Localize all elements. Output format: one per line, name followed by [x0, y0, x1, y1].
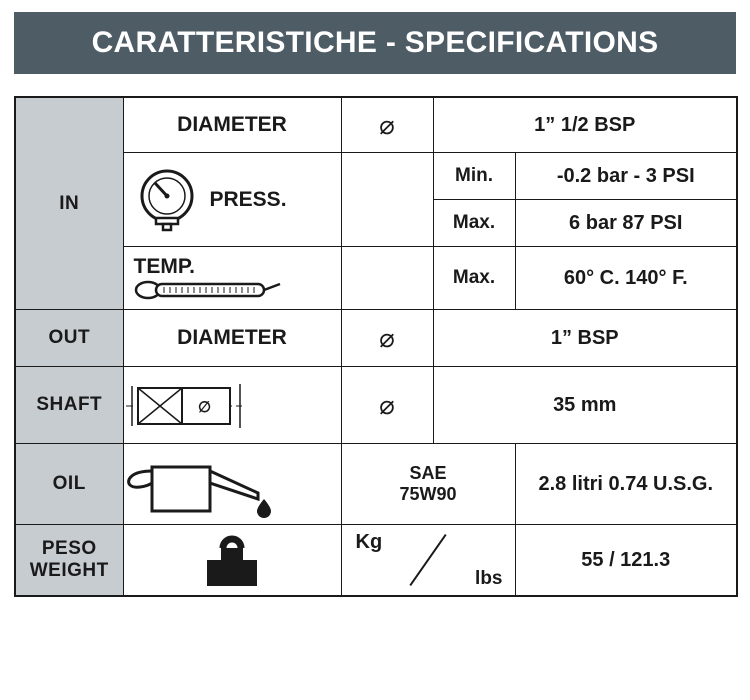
- label-oil-drawing: [123, 444, 341, 525]
- value-shaft-diameter: 35 mm: [433, 367, 737, 444]
- label-pressure: [123, 153, 341, 247]
- value-weight: 55 / 121.3: [515, 525, 737, 597]
- value-temperature-max: 60° C. 140° F.: [515, 247, 737, 310]
- diameter-symbol-icon: ⌀: [341, 367, 433, 444]
- page-title: CARATTERISTICHE - SPECIFICATIONS: [91, 26, 659, 59]
- unit-divider: [409, 534, 446, 586]
- value-pressure-min: -0.2 bar - 3 PSI: [515, 153, 737, 200]
- weight-block-icon: [124, 532, 341, 588]
- label-weight-drawing: [123, 525, 341, 597]
- svg-text:∅: ∅: [197, 399, 211, 416]
- pressure-min-label: Min.: [433, 153, 515, 200]
- pressure-label-group: [124, 166, 341, 234]
- pressure-symbol-empty: [341, 153, 433, 247]
- table-row: [15, 247, 737, 310]
- category-label: SHAFT: [36, 394, 103, 416]
- temperature-label-group: [124, 256, 341, 300]
- label-shaft-drawing: [123, 367, 341, 444]
- temperature-max-label: Max.: [433, 247, 515, 310]
- category-label-peso: PESO: [41, 538, 97, 560]
- category-label: OUT: [48, 327, 91, 349]
- pressure-gauge-icon: [134, 166, 200, 234]
- category-label: OIL: [52, 473, 86, 495]
- table-row: [15, 153, 737, 200]
- oil-can-icon: [124, 449, 341, 519]
- weight-unit-kg: Kg: [355, 531, 383, 553]
- label-temp-text: TEMP.: [133, 255, 195, 278]
- label-diameter-in: DIAMETER: [123, 97, 341, 153]
- category-cell-weight: [15, 525, 123, 597]
- category-cell-oil: [15, 444, 123, 525]
- thermometer-icon: [134, 278, 341, 300]
- pressure-max-label: Max.: [433, 200, 515, 247]
- diameter-symbol-icon: ⌀: [341, 97, 433, 153]
- table-row: [15, 444, 737, 525]
- category-label-weight: WEIGHT: [29, 560, 109, 581]
- value-oil-capacity: 2.8 litri 0.74 U.S.G.: [515, 444, 737, 525]
- label-diameter-out: DIAMETER: [123, 310, 341, 367]
- oil-sae-grade: [341, 444, 515, 525]
- temperature-symbol-empty: [341, 247, 433, 310]
- value-diameter-out: 1” BSP: [433, 310, 737, 367]
- table-row: [15, 97, 737, 153]
- label-temperature: [123, 247, 341, 310]
- table-row: [15, 525, 737, 597]
- value-diameter-in: 1” 1/2 BSP: [433, 97, 737, 153]
- diameter-symbol-icon: ⌀: [341, 310, 433, 367]
- weight-unit-lbs: lbs: [475, 568, 503, 589]
- category-cell-shaft: [15, 367, 123, 444]
- oil-sae-line2: 75W90: [399, 484, 457, 504]
- category-cell-in: [15, 97, 123, 310]
- weight-units-cell: [341, 525, 515, 597]
- oil-sae-line1: SAE: [409, 463, 447, 484]
- table-row: [15, 367, 737, 444]
- shaft-drawing-icon: [124, 374, 341, 436]
- category-label: IN: [59, 192, 80, 214]
- page-title-banner: [14, 12, 736, 74]
- value-pressure-max: 6 bar 87 PSI: [515, 200, 737, 247]
- specifications-table: [14, 96, 738, 597]
- category-cell-out: [15, 310, 123, 367]
- label-press-text: PRESS.: [209, 187, 287, 211]
- table-row: [15, 310, 737, 367]
